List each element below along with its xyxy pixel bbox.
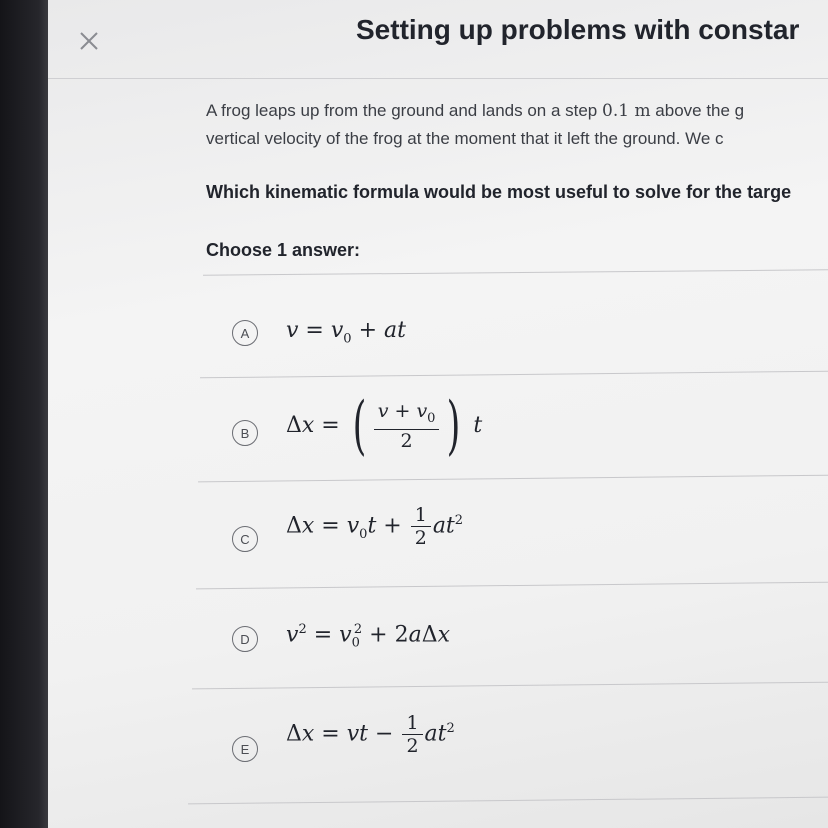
choice-letter-c: C	[232, 526, 258, 552]
choice-letter-e: E	[232, 736, 258, 762]
choice-e[interactable]	[218, 700, 828, 790]
formula-a: $v = v_0$ + at	[286, 318, 406, 347]
divider	[188, 797, 828, 805]
problem-text	[206, 97, 828, 153]
formula-b: Δx = ( $\frac{v + v_0}{2}$ ) t	[286, 389, 483, 463]
choice-d[interactable]	[218, 596, 828, 686]
choice-a[interactable]	[218, 286, 828, 376]
choice-letter-b: B	[232, 420, 258, 446]
page-title: Setting up problems with constar	[356, 14, 800, 45]
problem-text-part: A frog leaps up from the ground and lands on a step	[206, 101, 602, 120]
question-text: Which kinematic formula would be most useful to solve for the targe	[206, 182, 792, 202]
choice-letter-d: D	[232, 626, 258, 652]
divider	[198, 475, 828, 483]
choice-b[interactable]	[218, 384, 828, 474]
problem-height-value: 0.1 m	[602, 101, 651, 121]
problem-text-part: above the g	[650, 101, 745, 120]
choice-c[interactable]	[218, 490, 828, 580]
choose-label: Choose 1 answer:	[206, 240, 361, 260]
close-button[interactable]	[74, 26, 104, 56]
formula-e: Δx = vt − $\frac{1}{2}$ $at^2$	[286, 712, 455, 757]
header-bar	[48, 0, 828, 79]
formula-d: $v^2 = v_0^2 + 2a\Delta x$	[286, 622, 451, 651]
exercise-panel	[48, 0, 828, 828]
divider	[196, 582, 828, 590]
formula-c: $\Delta x = v_0t$ + $\frac{1}{2}$ $at^2$	[286, 504, 464, 549]
close-icon	[78, 30, 100, 52]
divider	[203, 269, 828, 275]
device-bezel	[0, 0, 48, 828]
problem-line-1	[206, 97, 828, 125]
problem-line-2: vertical velocity of the frog at the moment that it left the ground. We c	[206, 129, 724, 148]
choice-letter-a: A	[232, 320, 258, 346]
